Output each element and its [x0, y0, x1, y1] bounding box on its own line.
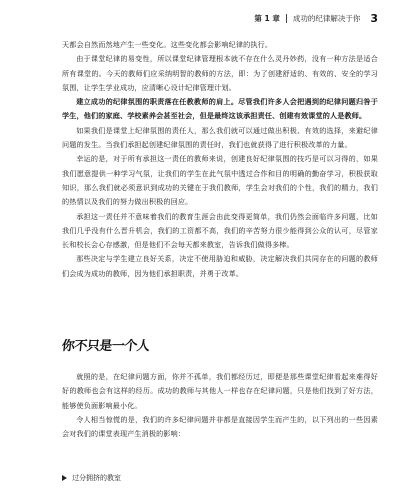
paragraph: 由于课堂纪律的易变性，所以课堂纪律管理根本就不存在什么灵丹妙药，没有一种方法是适合所有课堂的。今天的教师们应采纳明智的教师的方法，即：为了创建舒适的、有效的、安全的学习氛围，让学生学业成功，应清晰心设计纪律管理计划。: [62, 54, 378, 92]
paragraph: 承担这一责任并不意味着我们的教育生涯会由此变得更简单，我们仍然会面临许多问题，比如我们几乎没有什么晋升机会，我们的工资都不高，我们的辛苦努力很少能得到公众的认可，尽管家长和校长会心存感激，但是他们不会每天都来教室，告诉我们做得多棒。: [62, 211, 378, 250]
chapter-title: 成功的纪律解决于你: [292, 13, 361, 23]
header-divider: [286, 14, 287, 23]
bullet-item: [62, 473, 121, 483]
right-triangle-arrow-icon: [62, 475, 67, 481]
section-body-text: [62, 370, 378, 441]
bullet-text: 过分拥挤的教室: [72, 474, 121, 482]
chapter-label: 第 1 章: [254, 13, 280, 23]
section-heading: 你不只是一个人: [61, 339, 151, 354]
paragraph: 天都会自然而然地产生一些变化。这些变化都会影响纪律的执行。: [62, 40, 273, 49]
paragraph: 如果我们是课堂上纪律氛围的责任人，那么我们就可以通过做出积极、有效的选择，来避纪律问题的发生。当我们承担起创建纪律氛围的责任时，我们也就获得了进行积极改革的力量。: [62, 125, 378, 150]
paragraph: 令人相当惊慌的是，我们的许多纪律问题并非都是直接因学生而产生的，以下列出的一些因素会对我们的课堂表现产生消极的影响：: [62, 414, 378, 439]
running-header: [254, 9, 378, 27]
paragraph-emphasis: 建立成功的纪律氛围的职责落在任教教师的肩上。尽管我们许多人会把遇到的纪律问题归咎于学生，他们的家庭、学校素养会甚至社会，但是最终这该承担责任、创建有效课堂的人是教师。: [62, 97, 378, 121]
paragraph: 那些决定与学生建立良好关系，决定不使用胁迫和威胁，决定解决我们共同存在的问题的教师们会成为成功的教师，因为他们承担职责，并勇于改革。: [62, 254, 378, 278]
paragraph: 就照的是，在纪律问题方面，你并不孤单，我们都经历过，即便是那些课堂纪律看起来难得好好的教师也会有这样的经历。成功的教师与其他人一样也存在纪律问题，只是他们找到了好方法，能够使负面影响最小化。: [62, 372, 378, 410]
paragraph: 幸运的是，对于所有承担这一责任的教师来说，创建良好纪律氛围的技巧是可以习得的，如果我们愿意提供一种学习气氛，让我们的学生在此气氛中透过合作和目的明确的勤奋学习，积极获取知识，那么我们就必须意识到成功的关键在于我们教师，学生会对我们的个性，我们的精力，我们的热情以及我们的努力做出积极的回应。: [62, 154, 378, 207]
page-number: 3: [370, 11, 378, 25]
body-text: [62, 38, 378, 281]
